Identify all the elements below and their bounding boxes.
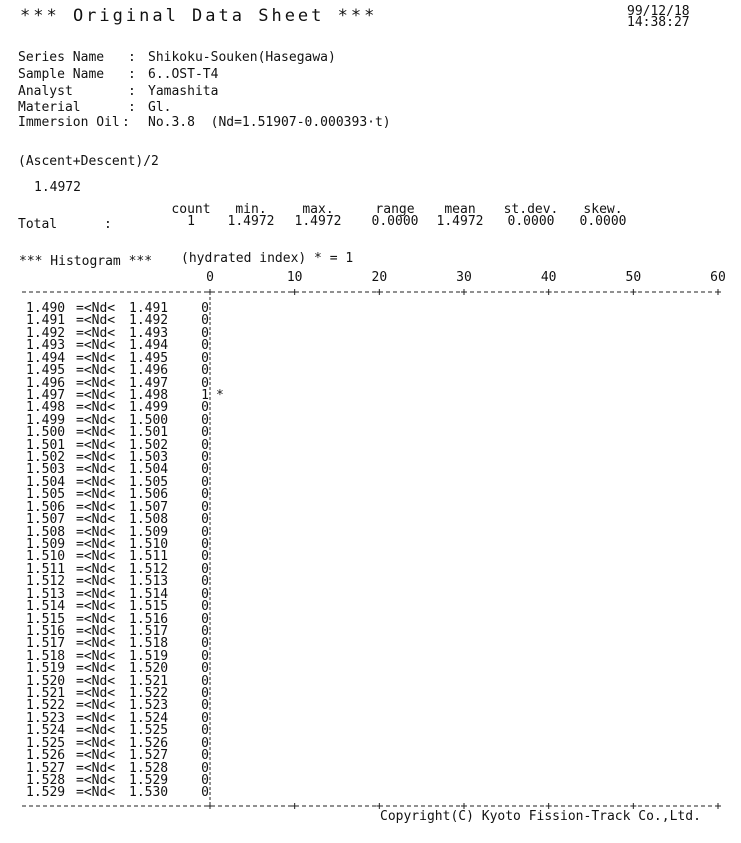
bin-lower-bound: 1.502 xyxy=(26,450,66,466)
bin-count: 0 xyxy=(201,499,209,515)
bin-lower-bound: 1.524 xyxy=(26,723,66,739)
bin-upper-bound: 1.496 xyxy=(129,363,169,379)
page-title: *** Original Data Sheet *** xyxy=(20,6,378,26)
bin-operator: =<Nd< xyxy=(76,611,116,627)
bin-operator: =<Nd< xyxy=(76,512,116,528)
bin-operator: =<Nd< xyxy=(76,698,116,714)
bin-operator: =<Nd< xyxy=(76,586,116,602)
stats-header: st.dev. xyxy=(503,202,559,217)
bin-lower-bound: 1.500 xyxy=(26,425,66,441)
bin-count: 0 xyxy=(201,611,209,627)
bin-lower-bound: 1.520 xyxy=(26,673,66,689)
info-separator: : xyxy=(128,50,136,65)
histogram-bar: * xyxy=(216,387,224,403)
bin-count: 0 xyxy=(201,400,209,416)
bin-count: 0 xyxy=(201,686,209,702)
bin-upper-bound: 1.519 xyxy=(129,648,169,664)
bin-lower-bound: 1.527 xyxy=(26,760,66,776)
bin-upper-bound: 1.525 xyxy=(129,723,169,739)
bin-lower-bound: 1.507 xyxy=(26,512,66,528)
bin-lower-bound: 1.496 xyxy=(26,375,66,391)
bin-count: 0 xyxy=(201,301,209,316)
bin-upper-bound: 1.512 xyxy=(129,561,169,577)
info-label: Sample Name xyxy=(18,67,105,82)
info-value: Shikoku-Souken(Hasegawa) xyxy=(148,50,336,65)
bin-count: 0 xyxy=(201,412,209,428)
bin-operator: =<Nd< xyxy=(76,412,116,428)
bin-count: 0 xyxy=(201,462,209,478)
bin-count: 0 xyxy=(201,586,209,602)
bin-upper-bound: 1.518 xyxy=(129,636,169,652)
bin-lower-bound: 1.495 xyxy=(26,363,66,379)
bin-operator: =<Nd< xyxy=(76,487,116,503)
bin-operator: =<Nd< xyxy=(76,549,116,565)
bin-count: 0 xyxy=(201,487,209,503)
info-value: No.3.8 (Nd=1.51907-0.000393·t) xyxy=(148,115,391,130)
stats-row-label: Total xyxy=(18,217,58,232)
bin-count: 0 xyxy=(201,363,209,379)
bin-lower-bound: 1.508 xyxy=(26,524,66,540)
bin-operator: =<Nd< xyxy=(76,474,116,490)
bin-operator: =<Nd< xyxy=(76,375,116,391)
bin-count: 0 xyxy=(201,623,209,639)
histogram-title: *** Histogram *** xyxy=(19,254,153,269)
bin-upper-bound: 1.529 xyxy=(129,772,169,788)
bin-count: 0 xyxy=(201,524,209,540)
bin-operator: =<Nd< xyxy=(76,400,116,416)
bin-upper-bound: 1.527 xyxy=(129,748,169,764)
bin-upper-bound: 1.523 xyxy=(129,698,169,714)
bin-count: 0 xyxy=(201,474,209,490)
bin-upper-bound: 1.507 xyxy=(129,499,169,515)
stats-value: 0.0000 xyxy=(507,214,555,229)
bin-upper-bound: 1.530 xyxy=(129,785,169,801)
bin-count: 0 xyxy=(201,425,209,441)
bin-count: 0 xyxy=(201,723,209,739)
bin-operator: =<Nd< xyxy=(76,723,116,739)
bin-operator: =<Nd< xyxy=(76,437,116,453)
bin-lower-bound: 1.523 xyxy=(26,710,66,726)
bin-count: 0 xyxy=(201,735,209,751)
bin-operator: =<Nd< xyxy=(76,785,116,801)
info-label: Series Name xyxy=(18,50,105,65)
bin-lower-bound: 1.501 xyxy=(26,437,66,453)
stats-value: 1.4972 xyxy=(436,214,484,229)
info-label: Material xyxy=(18,100,81,115)
bin-count: 0 xyxy=(201,350,209,366)
bin-lower-bound: 1.494 xyxy=(26,350,66,366)
axis-tick-label: 30 xyxy=(456,270,472,285)
bin-lower-bound: 1.498 xyxy=(26,400,66,416)
info-separator: : xyxy=(128,100,136,115)
bin-count: 0 xyxy=(201,375,209,391)
bin-operator: =<Nd< xyxy=(76,338,116,354)
stats-header: skew. xyxy=(583,202,623,217)
bin-upper-bound: 1.494 xyxy=(129,338,169,354)
bin-operator: =<Nd< xyxy=(76,673,116,689)
bin-operator: =<Nd< xyxy=(76,574,116,590)
bin-upper-bound: 1.497 xyxy=(129,375,169,391)
bin-lower-bound: 1.493 xyxy=(26,338,66,354)
bin-upper-bound: 1.524 xyxy=(129,710,169,726)
bin-lower-bound: 1.516 xyxy=(26,623,66,639)
info-label: Immersion Oil xyxy=(18,115,120,130)
bin-upper-bound: 1.499 xyxy=(129,400,169,416)
axis-tick-label: 10 xyxy=(286,270,303,285)
bin-lower-bound: 1.519 xyxy=(26,661,66,677)
bin-operator: =<Nd< xyxy=(76,363,116,379)
bin-lower-bound: 1.499 xyxy=(26,412,66,428)
bin-upper-bound: 1.491 xyxy=(129,301,169,316)
bin-operator: =<Nd< xyxy=(76,710,116,726)
bin-upper-bound: 1.520 xyxy=(129,661,169,677)
stats-value: 1 xyxy=(187,214,195,229)
bin-operator: =<Nd< xyxy=(76,462,116,478)
bin-upper-bound: 1.526 xyxy=(129,735,169,751)
bin-lower-bound: 1.511 xyxy=(26,561,66,577)
bin-operator: =<Nd< xyxy=(76,735,116,751)
bin-lower-bound: 1.503 xyxy=(26,462,66,478)
info-separator: : xyxy=(128,67,136,82)
bin-upper-bound: 1.506 xyxy=(129,487,169,503)
bin-count: 0 xyxy=(201,673,209,689)
bin-lower-bound: 1.525 xyxy=(26,735,66,751)
bin-upper-bound: 1.513 xyxy=(129,574,169,590)
stats-header: range xyxy=(375,202,415,217)
bin-upper-bound: 1.495 xyxy=(129,350,169,366)
axis-tick-label: 0 xyxy=(206,270,214,285)
bin-lower-bound: 1.514 xyxy=(26,599,66,615)
bin-lower-bound: 1.522 xyxy=(26,698,66,714)
bin-upper-bound: 1.514 xyxy=(129,586,169,602)
bin-count: 0 xyxy=(201,772,209,788)
bin-lower-bound: 1.515 xyxy=(26,611,66,627)
info-value: 6..OST-T4 xyxy=(148,67,219,82)
bin-operator: =<Nd< xyxy=(76,686,116,702)
bin-upper-bound: 1.502 xyxy=(129,437,169,453)
bin-upper-bound: 1.509 xyxy=(129,524,169,540)
bin-operator: =<Nd< xyxy=(76,350,116,366)
bin-upper-bound: 1.508 xyxy=(129,512,169,528)
bin-upper-bound: 1.510 xyxy=(129,536,169,552)
bin-count: 0 xyxy=(201,748,209,764)
axis-tick-label: 20 xyxy=(371,270,388,285)
bin-count: 1 xyxy=(201,387,209,403)
stats-value: 0.0000 xyxy=(371,214,419,229)
bin-count: 0 xyxy=(201,760,209,776)
axis-tick-label: 60 xyxy=(710,270,726,285)
bin-operator: =<Nd< xyxy=(76,450,116,466)
bin-lower-bound: 1.526 xyxy=(26,748,66,764)
bin-count: 0 xyxy=(201,437,209,453)
stats-value: 1.4972 xyxy=(227,214,275,229)
bin-operator: =<Nd< xyxy=(76,536,116,552)
bin-lower-bound: 1.517 xyxy=(26,636,66,652)
bin-upper-bound: 1.493 xyxy=(129,325,169,341)
bin-operator: =<Nd< xyxy=(76,636,116,652)
copyright-text: Copyright(C) Kyoto Fission-Track Co.,Ltd. xyxy=(380,809,701,824)
stats-value: 0.0000 xyxy=(579,214,627,229)
bin-lower-bound: 1.504 xyxy=(26,474,66,490)
bin-upper-bound: 1.503 xyxy=(129,450,169,466)
bin-operator: =<Nd< xyxy=(76,623,116,639)
bin-count: 0 xyxy=(201,710,209,726)
bin-count: 0 xyxy=(201,338,209,354)
timestamp xyxy=(627,6,690,28)
bin-operator: =<Nd< xyxy=(76,748,116,764)
bin-lower-bound: 1.528 xyxy=(26,772,66,788)
bin-lower-bound: 1.529 xyxy=(26,785,66,801)
bin-lower-bound: 1.505 xyxy=(26,487,66,503)
bin-count: 0 xyxy=(201,561,209,577)
bin-lower-bound: 1.509 xyxy=(26,536,66,552)
bin-count: 0 xyxy=(201,549,209,565)
bin-operator: =<Nd< xyxy=(76,661,116,677)
bin-lower-bound: 1.490 xyxy=(26,301,66,316)
stats-row-sep: : xyxy=(104,217,112,232)
stats-value: 1.4972 xyxy=(294,214,342,229)
bin-upper-bound: 1.522 xyxy=(129,686,169,702)
info-value: Yamashita xyxy=(148,84,219,99)
bin-count: 0 xyxy=(201,648,209,664)
bin-lower-bound: 1.492 xyxy=(26,325,66,341)
bin-lower-bound: 1.513 xyxy=(26,586,66,602)
bin-upper-bound: 1.511 xyxy=(129,549,169,565)
bin-upper-bound: 1.492 xyxy=(129,313,169,329)
bin-upper-bound: 1.501 xyxy=(129,425,169,441)
ascent-descent-label: (Ascent+Descent)/2 xyxy=(18,154,159,169)
bin-lower-bound: 1.521 xyxy=(26,686,66,702)
info-value: Gl. xyxy=(148,100,172,115)
bin-count: 0 xyxy=(201,574,209,590)
bin-lower-bound: 1.506 xyxy=(26,499,66,515)
info-separator: : xyxy=(122,115,130,130)
bin-upper-bound: 1.516 xyxy=(129,611,169,627)
date-text: 99/12/18 xyxy=(627,4,690,19)
bin-operator: =<Nd< xyxy=(76,648,116,664)
bin-upper-bound: 1.500 xyxy=(129,412,169,428)
bin-count: 0 xyxy=(201,325,209,341)
bin-operator: =<Nd< xyxy=(76,325,116,341)
bin-count: 0 xyxy=(201,313,209,329)
bin-count: 0 xyxy=(201,636,209,652)
bin-count: 0 xyxy=(201,661,209,677)
bin-upper-bound: 1.528 xyxy=(129,760,169,776)
bin-lower-bound: 1.491 xyxy=(26,313,66,329)
stats-header: min. xyxy=(235,202,267,217)
bin-operator: =<Nd< xyxy=(76,760,116,776)
bin-upper-bound: 1.517 xyxy=(129,623,169,639)
info-label: Analyst xyxy=(18,84,73,99)
bin-operator: =<Nd< xyxy=(76,301,116,316)
bin-operator: =<Nd< xyxy=(76,499,116,515)
stats-header: mean xyxy=(444,202,476,217)
bin-lower-bound: 1.512 xyxy=(26,574,66,590)
bin-lower-bound: 1.510 xyxy=(26,549,66,565)
bin-upper-bound: 1.505 xyxy=(129,474,169,490)
axis-tick-label: 50 xyxy=(625,270,642,285)
bin-operator: =<Nd< xyxy=(76,425,116,441)
bin-count: 0 xyxy=(201,512,209,528)
bin-operator: =<Nd< xyxy=(76,561,116,577)
histogram-subtitle: (hydrated index) * = 1 xyxy=(181,251,354,266)
bin-operator: =<Nd< xyxy=(76,599,116,615)
bin-lower-bound: 1.518 xyxy=(26,648,66,664)
bin-upper-bound: 1.498 xyxy=(129,387,169,403)
info-separator: : xyxy=(128,84,136,99)
stats-header: max. xyxy=(302,202,334,217)
time-text: 14:38:27 xyxy=(627,15,690,30)
bin-count: 0 xyxy=(201,536,209,552)
axis-tick-label: 40 xyxy=(540,270,557,285)
bin-count: 0 xyxy=(201,450,209,466)
ascent-descent-value: 1.4972 xyxy=(34,180,81,195)
bin-upper-bound: 1.504 xyxy=(129,462,169,478)
bin-operator: =<Nd< xyxy=(76,772,116,788)
stats-header: count xyxy=(171,202,211,217)
bin-count: 0 xyxy=(201,785,209,801)
bin-lower-bound: 1.497 xyxy=(26,387,66,403)
bin-operator: =<Nd< xyxy=(76,313,116,329)
bin-upper-bound: 1.521 xyxy=(129,673,169,689)
bin-operator: =<Nd< xyxy=(76,524,116,540)
bin-operator: =<Nd< xyxy=(76,387,116,403)
bin-count: 0 xyxy=(201,599,209,615)
bin-count: 0 xyxy=(201,698,209,714)
bin-upper-bound: 1.515 xyxy=(129,599,169,615)
